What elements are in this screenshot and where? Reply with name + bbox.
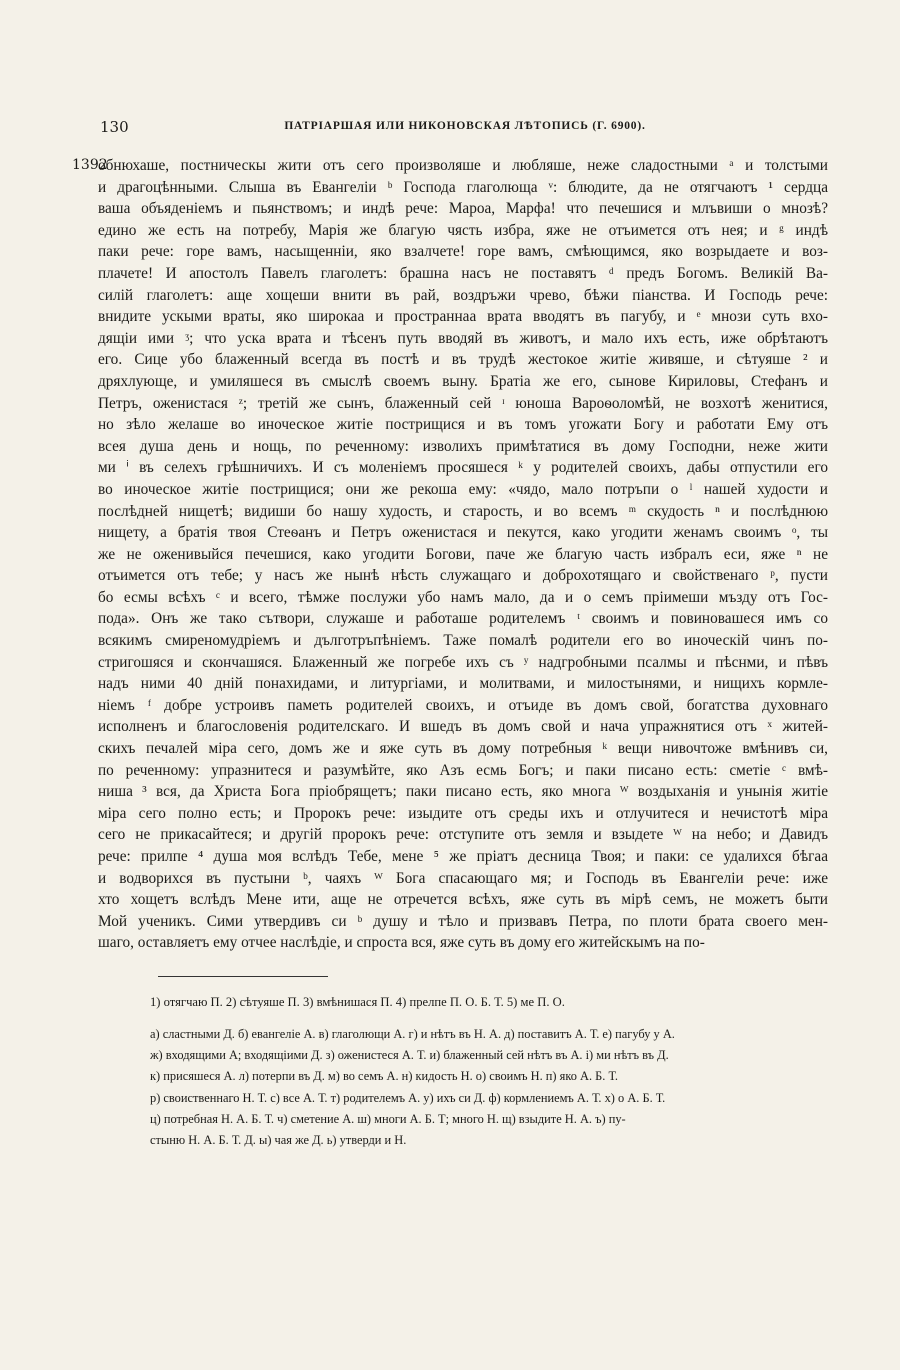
text-line: стригошяся и скончашяся. Блаженный же погребе ихъ съ ʸ надгробными псалмы и пѣснми, и пѣвъ bbox=[98, 653, 828, 671]
text-line: его. Сице убо блаженный всегда въ постѣ и въ трудѣ жестокое житіе живяше, и сѣтуяше ² и bbox=[98, 351, 828, 369]
text-line: рече: прилпе ⁴ душа моя вслѣдъ Тебе, мене ⁵ же пріатъ десница Твоя; и паки: се удалихся бѣгаа bbox=[98, 848, 828, 865]
text-line: едино же есть на потребу, Марія же благую чясть избра, яже не отъимется отъ нея; и ᵍ индѣ bbox=[98, 221, 828, 239]
text-line: но зѣло желаше во иноческое житіе пострищися и въ томъ угожати Богу и работати Ему отъ bbox=[98, 416, 828, 434]
variant-line: к) присяшеся А. л) потерпи въ Д. м) во семъ А. н) кидость Н. о) своимъ Н. п) яко А. Б. Т. bbox=[150, 1069, 618, 1084]
footnotes: 1) отягчаю П. 2) сѣтуяше П. 3) вмѣнишася П. 4) прелпе П. О. Б. Т. 5) ме П. О. bbox=[150, 995, 565, 1009]
text-line: сего не прикасайтеся; и другій пророкъ рече: отступите отъ земля и взыдете ᵂ на небо; и Давидъ bbox=[98, 826, 828, 844]
text-line: дряхлующе, и умиляшеся въ смыслѣ своемъ выну. Братіа же его, сынове Кириловы, Стефанъ и bbox=[98, 372, 828, 390]
text-line: дящіи ими ᶾ; что уска врата и тѣсенъ путь вводяй въ животъ, и мало ихъ есть, иже обрѣтаютъ bbox=[98, 329, 828, 347]
text-line: и драгоцѣнными. Слыша въ Евангеліи ᵇ Господа глаголюща ᵛ: блюдите, да не отягчаютъ ¹ сердца bbox=[98, 178, 828, 196]
text-line: Петръ, оженистася ᶻ; третій же сынъ, блаженный сей ᶦ юноша Вароѳоломѣй, не возхотѣ женитися, bbox=[98, 394, 828, 412]
text-line: всякимъ смиреномудріемъ и дълготръпѣніемъ. Таже помалѣ родители его во иноческій чинъ по- bbox=[98, 632, 828, 650]
text-line: послѣдней нищетѣ; видиши бо нашу худость, и старость, и во всемъ ᵐ скудость ⁿ и послѣднюю bbox=[98, 502, 828, 520]
text-line: внидите ускыми враты, яко широкаа и пространнаа врата вводятъ въ пагубу, и ᵉ мнози суть вхо- bbox=[98, 308, 828, 326]
variant-line: а) сластными Д. б) евангеліе А. в) глаголющи А. г) и нѣтъ въ Н. А. д) поставитъ А. Т. е) пагубу у А. bbox=[150, 1027, 675, 1041]
running-header bbox=[100, 118, 830, 140]
text-line: скихъ печалей міра сего, домъ же и яже суть въ дому потребныя ᵏ вещи нивочтоже вмѣнивъ си, bbox=[98, 740, 828, 758]
text-line: шаго, оставляетъ ему отчее наслѣдіе, и спроста вся, яже суть въ дому его житейскымъ на по- bbox=[98, 934, 705, 952]
text-line: нищету, а братія твоя Стеѳанъ и Петръ оженистася и пекутся, како угодити женамъ своимъ ᵒ, ты bbox=[98, 524, 828, 542]
text-line: по реченному: упразнитеся и разумѣйте, яко Азъ есмь Богъ; и паки писано есть: сметіе ᶜ вмѣ- bbox=[98, 761, 828, 779]
page-number: 130 bbox=[100, 118, 129, 136]
text-line: міра сего полно есть; и Пророкъ рече: изыдите отъ среды ихъ и отлучитеся и нечистотѣ міра bbox=[98, 804, 828, 822]
margin-year: 1392 bbox=[72, 157, 108, 173]
text-line: отъимется отъ тебе; у насъ же нынѣ нѣсть служащаго и доброхотящаго и свойственаго ᵖ, пусти bbox=[98, 567, 828, 585]
text-line: плачете! И апостолъ Павелъ глаголетъ: брашна насъ не поставятъ ᵈ предъ Богомъ. Великій Ва- bbox=[98, 264, 828, 282]
text-line: ниша ³ вся, да Христа Бога пріобрящетъ; паки писано есть, яко многа ᵂ воздыханія и унынія житіе bbox=[98, 783, 828, 801]
variant-line: стыню Н. А. Б. Т. Д. ы) чая же Д. ь) утверди и Н. bbox=[150, 1132, 407, 1147]
text-line: ми ⁱ въ селехъ грѣшничихъ. И съ моленіемъ просяшеся ᵏ у родителей своихъ, дабы отпустили его bbox=[98, 459, 828, 477]
running-title: ПАТРІАРШАЯ ИЛИ НИКОНОВСКАЯ ЛѢТОПИСЬ (Г. 6900). bbox=[284, 120, 646, 132]
text-line: бо есмы всѣхъ ᶜ и всего, тѣмже послужи убо намъ мало, да и о семъ пріимеши мъзду отъ Гос- bbox=[98, 588, 828, 606]
text-line: во иноческое житіе пострищися; они же рекоша ему: «чядо, мало потръпи о ˡ нашей худости и bbox=[98, 480, 828, 498]
text-line: и водворихся въ пустыни ᵇ, чаяхъ ᵂ Бога спасающаго мя; и Господь въ Евангеліи рече: иже bbox=[98, 869, 828, 887]
main-text bbox=[98, 155, 828, 954]
text-line: хто хощетъ вслѣдъ Мене ити, аще не отречется всѣхъ, яже суть въ мірѣ семъ, не можетъ быти bbox=[98, 891, 828, 909]
text-line: же не оженивыйся печешися, како угодити Богови, паче же благую часть избралъ еси, яже ⁿ не bbox=[98, 545, 828, 563]
text-line: ваша объяденіемъ и пьянствомъ; и индѣ рече: Мароа, Марфа! что печешися и млъвиши о мнозѣ? bbox=[98, 200, 828, 218]
text-line: Мой ученикъ. Сими утвердивъ си ᵇ душу и тѣло и призвавъ Петра, по плоти брата своего мен- bbox=[98, 912, 828, 930]
text-line: обнюхаше, постническы жити отъ сего произволяше и любляше, неже сладостными ᵃ и толстыми bbox=[98, 157, 828, 174]
text-line: пода». Онъ же тако сътвори, служаше и работаше родителемъ ᵗ своимъ и повиновашеся имъ со bbox=[98, 610, 828, 628]
variant-readings bbox=[150, 1024, 840, 1151]
footnote-rule bbox=[158, 976, 328, 977]
text-line: всея душа день и нощь, по реченному: изволихъ примѣтатися въ дому Господни, неже жити bbox=[98, 437, 828, 455]
variant-line: ц) потребная Н. А. Б. Т. ч) сметение А. ш) многи А. Б. Т; много Н. щ) взыдите Н. А. ъ) пу- bbox=[150, 1111, 626, 1126]
text-line: надъ ними 40 дній понахидами, и литургіами, и молитвами, и милостынями, и нищихъ кормле- bbox=[98, 675, 828, 693]
variant-line: ж) входящими А; входящіими Д. з) оженистеся А. Т. и) блаженный сей нѣтъ въ А. і) ми нѣтъ въ Д. bbox=[150, 1048, 669, 1063]
variant-line: р) своиственнаго Н. Т. с) все А. Т. т) родителемъ А. у) ихъ си Д. ф) кормлениемъ А. Т. х) о А. Б. Т. bbox=[150, 1090, 666, 1105]
text-line: силій глаголетъ: аще хощеши внити въ рай, воздръжи чрево, бѣжи піанства. И Господь рече: bbox=[98, 286, 828, 304]
text-line: паки рече: горе вамъ, насыщенніи, яко взалчете! горе вамъ, смѣющимся, яко возрыдаете и воз- bbox=[98, 243, 828, 261]
text-line: ніемъ ᶠ добре устроивъ паметь родителей своихъ, и отъиде въ домъ свой, богатства духовнаго bbox=[98, 696, 828, 714]
text-line: исполненъ и благословенія родителскаго. И вшедъ въ домъ свой и нача упражнятися отъ ˣ житей- bbox=[98, 718, 828, 736]
